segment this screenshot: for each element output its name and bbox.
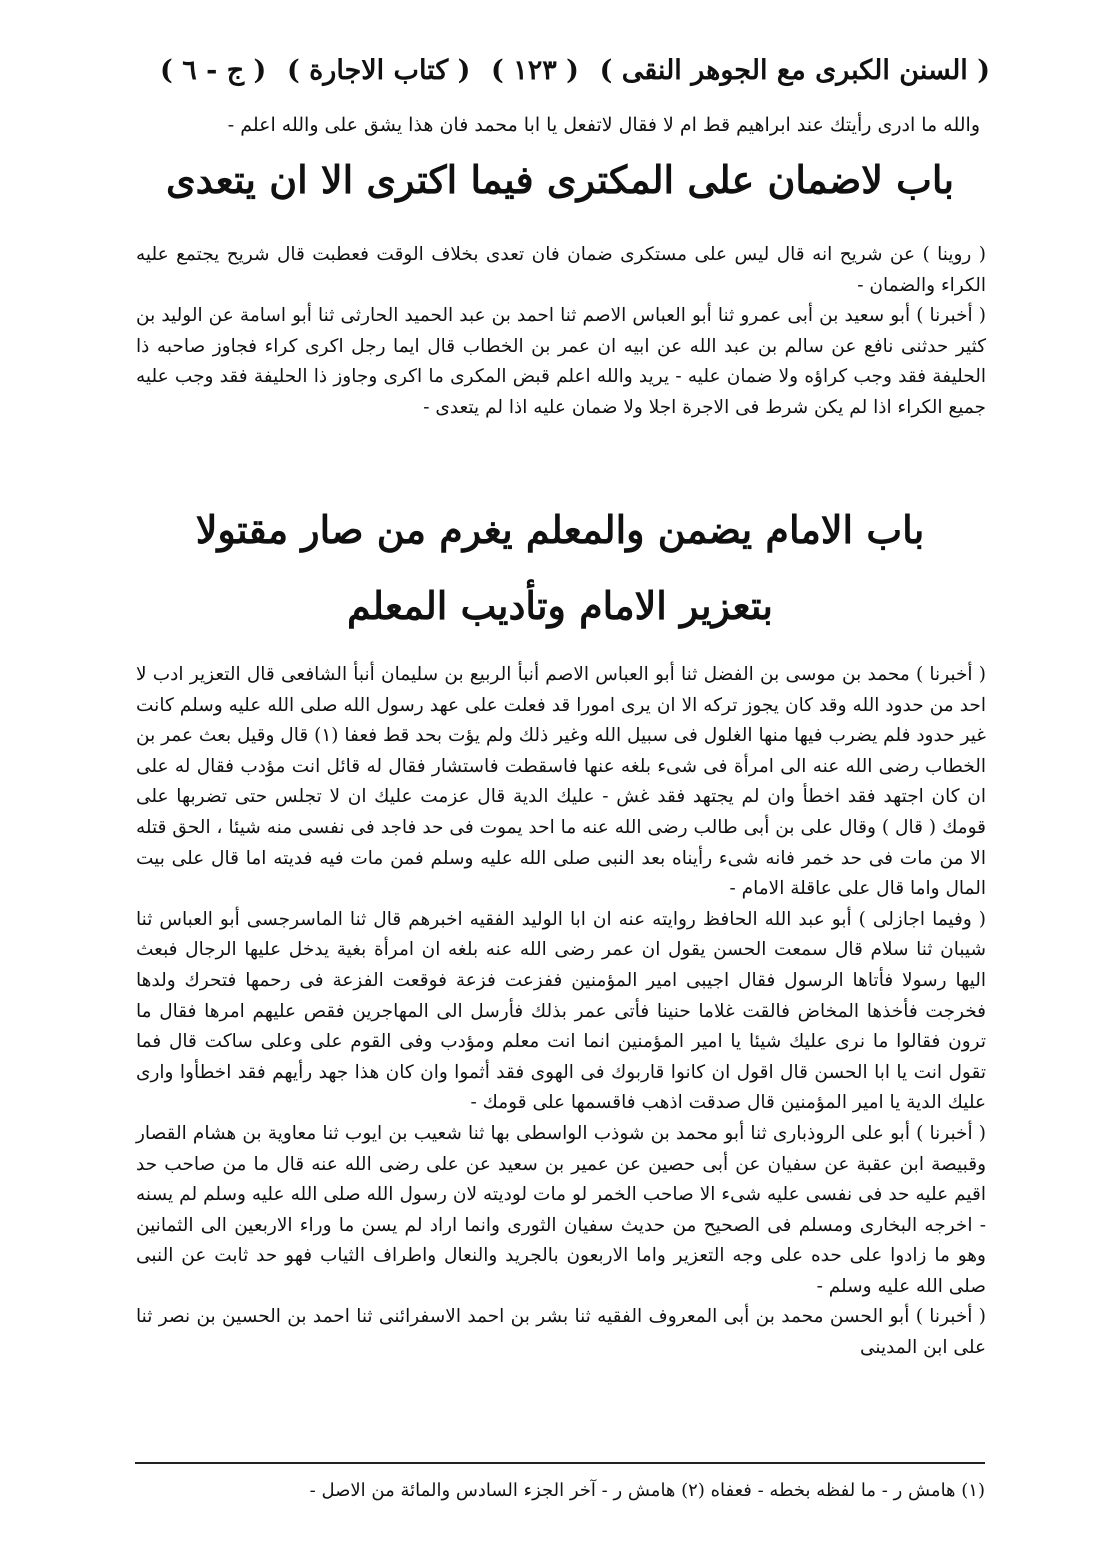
footnote: (١) هامش ر - ما لفظه بخطه - فعفاه (٢) هامش ر - آخر الجزء السادس والمائة من الاصل - — [309, 1480, 985, 1501]
footnote-divider — [135, 1462, 985, 1464]
header-page-number: ( ١٢٣ ) — [491, 54, 579, 86]
header-book-title: ( السنن الكبرى مع الجوهر النقى ) — [599, 54, 990, 86]
chapter2-paragraph-4: ( أخبرنا ) أبو الحسن محمد بن أبى المعروف الفقيه ثنا بشر بن احمد الاسفرائنى ثنا احمد بن الحسين بن نصر ثنا على ابن المدينى — [136, 1306, 986, 1359]
header-section-name: ( كتاب الاجارة ) — [286, 54, 471, 86]
chapter1-paragraph-2: ( أخبرنا ) أبو سعيد بن أبى عمرو ثنا أبو العباس الاصم ثنا احمد بن عبد الحميد الحارثى ثنا أبو اسامة عن الوليد بن كثير حدثنى نافع عن سالم بن عبد الله عن ابيه ان عمر بن الخطاب قال ايما رجل اكرى كراء فجاوز صاحبه ذا الحليفة فقد وجب كراؤه ولا ضمان عليه - يريد والله اعلم قبض المكرى ما اكرى وجاوز ذا الحليفة فقد وجب عليه جميع الكراء اذا لم يكن شرط فى الاجرة اجلا ولا ضمان عليه اذا لم يتعدى - — [136, 305, 987, 418]
chapter1-paragraph-1: ( روينا ) عن شريح انه قال ليس على مستكرى ضمان فان تعدى بخلاف الوقت فعطبت قال شريح يجتمع عليه الكراء والضمان - — [136, 244, 986, 296]
chapter1-body — [136, 240, 986, 424]
running-header — [160, 50, 990, 90]
chapter-title-2-line-1: باب الامام يضمن والمعلم يغرم من صار مقتولا — [195, 507, 925, 552]
opening-line: والله ما ادرى رأيتك عند ابراهيم قط ام لا فقال لاتفعل يا ابا محمد فان هذا يشق على والله اعلم - — [227, 114, 980, 136]
chapter2-paragraph-2: ( وفيما اجازلى ) أبو عبد الله الحافظ روايته عنه ان ابا الوليد الفقيه اخبرهم قال ثنا الماسرجسى أبو العباس ثنا شيبان ثنا سلام قال سمعت الحسن يقول ان عمر رضى الله عنه بلغه ان امرأة بغية يدخل عليها الرجال فبعث اليها رسولا فأتاها الرسول فقال اجيبى امير المؤمنين ففزعت فزعة فوقعت الفزعة فى رحمها فتحرك ولدها فخرجت فأخذها المخاض فالقت غلاما حنينا فأتى عمر بذلك فأرسل الى المهاجرين فقص عليهم امرها فقال ما ترون فقالوا ما نرى عليك شيئا يا امير المؤمنين انما انت معلم ومؤدب وفى القوم على وعلى ساكت قال فما تقول انت يا ابا الحسن قال اقول ان كانوا قاربوك فى الهوى فقد أثموا وان كان هذا جهد رأيهم فقد اخطأوا وارى عليك الدية يا امير المؤمنين قال صدقت اذهب فاقسمها على قومك - — [136, 908, 986, 1114]
header-volume: ( ج - ٦ ) — [160, 54, 267, 86]
chapter-title-2-line-2: بتعزير الامام وتأديب المعلم — [347, 583, 773, 628]
chapter2-body — [136, 660, 986, 1364]
chapter2-paragraph-1: ( أخبرنا ) محمد بن موسى بن الفضل ثنا أبو العباس الاصم أنبأ الربيع بن سليمان أنبأ الشافعى قال التعزير ادب لا احد من حدود الله وقد كان يجوز تركه الا ان يرى امورا قد فعلت على عهد رسول الله صلى الله عليه وسلم كانت غير حدود فلم يضرب فيها منها الغلول فى سبيل الله وغير ذلك ولم يؤت بحد قط فعفا (١) قال وقيل بعث عمر بن الخطاب رضى الله عنه الى امرأة فى شىء بلغه عنها فاسقطت فاستشار فقال له قائل انت مؤدب فقال له على ان كان اجتهد فقد اخطأ وان لم يجتهد فقد غش - عليك الدية قال عزمت عليك ان لا تجلس حتى تضربها على قومك ( قال ) وقال على بن أبى طالب رضى الله عنه ما احد يموت فى حد فاجد فى نفسى منه شيئا ، الحق قتله الا من مات فى حد خمر فانه شىء رأيناه بعد النبى صلى الله عليه وسلم فمن مات فيه فديته اما قال على بيت المال واما قال على عاقلة الامام - — [135, 664, 986, 900]
chapter2-paragraph-3: ( أخبرنا ) أبو على الروذبارى ثنا أبو محمد بن شوذب الواسطى بها ثنا شعيب بن ايوب ثنا معاوية بن هشام القصار وقبيصة ابن عقبة عن سفيان عن أبى حصين عن عمير بن سعيد عن على رضى الله عنه قال ما من صاحب حد اقيم عليه حد فى نفسى عليه شىء الا صاحب الخمر لو مات لوديته لان رسول الله صلى الله عليه وسلم لم يسنه - اخرجه البخارى ومسلم فى الصحيح من حديث سفيان الثورى وانما اراد لم يسن ما وراء الاربعين الى الثمانين وهو ما زادوا على حده على وجه التعزير واما الاربعون بالجريد والنعال واطراف الثياب فهو حد ثابت عن النبى صلى الله عليه وسلم - — [136, 1122, 986, 1297]
chapter-title-1: باب لاضمان على المكترى فيما اكترى الا ان يتعدى — [165, 157, 955, 202]
